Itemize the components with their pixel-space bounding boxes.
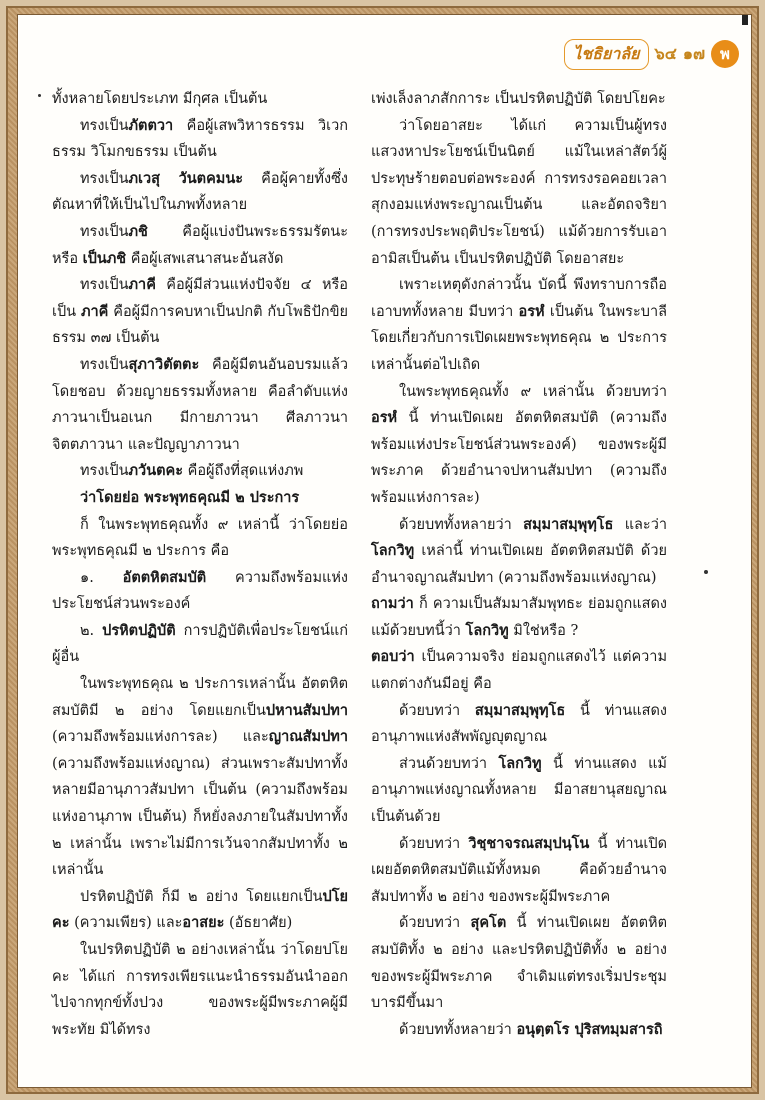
left-column [52,86,348,1043]
paragraph: เพ่งเล็งลาภสักการะ เป็นปรหิตปฏิบัติ โดยปโยคะ [371,91,666,107]
paragraph: ด้วยบทว่า วิชฺชาจรณสมฺปนฺโน นี้ ท่านเปิดเผยอัตตหิตสมบัติแม้ทั้งหมด คือด้วยอำนาจสัมปทาทั้ง ๒ อย่าง ของพระผู้มีพระภาค [371,834,667,905]
list-item: ๑. อัตตหิตสมบัติ ความถึงพร้อมแห่งประโยชน์ส่วนพระองค์ [52,568,348,613]
paragraph: ทั้งหลายโดยประเภท มีกุศล เป็นต้น [52,91,268,107]
right-column [371,86,667,1043]
corner-mark [742,15,748,25]
page-header [564,39,739,69]
journal-logo-icon: พ [711,40,739,68]
speck-mark [38,94,41,97]
page-number: ๑๗ [682,43,705,63]
paragraph: ทรงเป็นภวันตคะ คือผู้ถึงที่สุดแห่งภพ [80,462,304,480]
paragraph: ส่วนด้วยบทว่า โลกวิทู นี้ ท่านแสดง แม้อานุภาพแห่งญาณทั้งหลาย มีอาสยานุสยญาณเป็นต้นด้วย [371,754,667,826]
paragraph: ทรงเป็นภัตตวา คือผู้เสพวิหารธรรม วิเวกธรรม วิโมกขธรรม เป็นต้น [52,116,348,161]
paragraph: ทรงเป็นภาคี คือผู้มีส่วนแห่งปัจจัย ๔ หรือเป็น ภาคี คือผู้มีการคบหาเป็นปกติ กับโพธิปักขิยธรรม ๓๗ เป็นต้น [52,276,348,347]
list-item: ๒. ปรหิตปฏิบัติ การปฏิบัติเพื่อประโยชน์แก่ผู้อื่น [52,621,349,666]
paragraph: ปรหิตปฏิบัติ ก็มี ๒ อย่าง โดยแยกเป็นปโยคะ (ความเพียร) และอาสยะ (อัธยาศัย) [52,887,348,932]
issue-number: ๖๔ [654,43,677,63]
paragraph: ในพระพุทธคุณ ๒ ประการเหล่านั้น อัตตหิตสมบัติมี ๒ อย่าง โดยแยกเป็นปหานสัมปทา (ความถึงพร้อมแห่งการละ) และญาณสัมปทา (ความถึงพร้อมแห่งญาณ) ส่วนเพราะสัมปทาทั้งหลายมีอานุภาวสัมปทา เป็นต้น (ความถึงพร้อมแห่งอานุภาพ เป็นต้น) ก็หยั่งลงภายในสัมปทาทั้ง ๒ เหล่านั้น เพราะไม่มีการเว้นจากสัมปทาทั้ง ๒ เหล่านั้น [52,676,348,879]
paragraph: ด้วยบทว่า สมฺมาสมฺพุทฺโธ นี้ ท่านแสดงอานุภาพแห่งสัพพัญญุตญาณ [371,701,667,746]
paragraph: ว่าโดยอาสยะ ได้แก่ ความเป็นผู้ทรงแสวงหาประโยชน์เป็นนิตย์ แม้ในเหล่าสัตว์ผู้ประทุษร้ายตอบต่อพระองค์ การทรงรอคอยเวลาสุกงอมแห่งพระญาณเป็นต้น และอัตถจริยา (การทรงประพฤติประโยชน์) แม้ด้วยการรับเอาอามิสเป็นต้น เป็นปรหิตปฏิบัติ โดยอาสยะ [371,117,667,267]
paragraph: ทรงเป็นสุภาวิตัตตะ คือผู้มีตนอันอบรมแล้วโดยชอบ ด้วยญายธรรมทั้งหลาย คือลำดับแห่งภาวนาเป็นอเนก มีกายภาวนา ศีลภาวนา จิตตภาวนา และปัญญาภาวนา [52,355,348,453]
paragraph: ก็ ในพระพุทธคุณทั้ง ๙ เหล่านี้ ว่าโดยย่อ พระพุทธคุณมี ๒ ประการ คือ [52,516,348,560]
section-heading: ว่าโดยย่อ พระพุทธคุณมี ๒ ประการ [80,488,300,506]
speck-mark [704,570,708,574]
paragraph: ในพระพุทธคุณทั้ง ๙ เหล่านั้น ด้วยบทว่า อรหํ นี้ ท่านเปิดเผย อัตตหิตสมบัติ (ความถึงพร้อมแห่งประโยชน์ส่วนพระองค์) ของพระผู้มีพระภาค ด้วยอำนาจปหานสัมปทา (ความถึงพร้อมแห่งการละ) [371,383,667,506]
paragraph: เพราะเหตุดังกล่าวนั้น บัดนี้ พึงทราบการถือเอาบททั้งหลาย มีบทว่า อรหํ เป็นต้น ในพระบาลีโดยเกี่ยวกับการเปิดเผยพระพุทธคุณ ๒ ประการเหล่านั้นต่อไปเถิด [371,277,667,373]
journal-title: ไชธิยาลัย [564,39,648,70]
paragraph: ทรงเป็นภชิ คือผู้แบ่งปันพระธรรมรัตนะ หรือ เป็นภชิ คือผู้เสพเสนาสนะอันสงัด [52,222,348,267]
paragraph: ด้วยบททั้งหลายว่า อนุตฺตโร ปุริสทมฺมสารถิ [399,1020,663,1038]
question-paragraph: ถามว่า ก็ ความเป็นสัมมาสัมพุทธะ ย่อมถูกแสดงแม้ด้วยบทนี้ว่า โลกวิทู มิใช่หรือ ? [371,595,667,639]
answer-paragraph: ตอบว่า เป็นความจริง ย่อมถูกแสดงไว้ แต่ความแตกต่างกันมีอยู่ คือ [371,648,667,693]
paragraph: ด้วยบททั้งหลายว่า สมฺมาสมฺพุทฺโธ และว่า โลกวิทู เหล่านี้ ท่านเปิดเผย อัตตหิตสมบัติ ด้วยอำนาจญาณสัมปทา (ความถึงพร้อมแห่งญาณ) [371,515,667,586]
paragraph: ทรงเป็นภเวสุ วันตคมนะ คือผู้คายทั้งซึ่งตัณหาที่ให้เป็นไปในภพทั้งหลาย [52,169,348,214]
paragraph: ในปรหิตปฏิบัติ ๒ อย่างเหล่านั้น ว่าโดยปโยคะ ได้แก่ การทรงเพียรแนะนำธรรมอันนำออกไปจากทุกข์ทั้งปวง ของพระผู้มีพระภาคผู้มีพระทัย มิได้ทรง [52,942,348,1038]
paragraph: ด้วยบทว่า สุคโต นี้ ท่านเปิดเผย อัตตหิตสมบัติทั้ง ๒ อย่าง และปรหิตปฏิบัติทั้ง ๒ อย่าง ของพระผู้มีพระภาค จำเดิมแต่ทรงเริ่มประชุม บารมีขึ้นมา [371,914,667,1012]
